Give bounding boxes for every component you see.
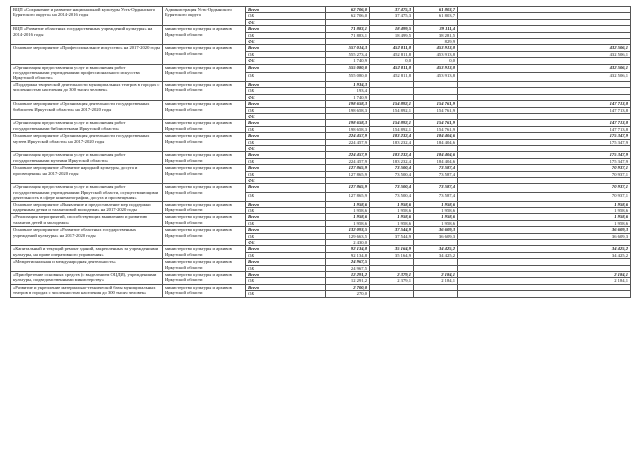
amount-cell: 61 803,7 <box>414 13 458 19</box>
amount-cell: 452 811,8 <box>370 51 414 57</box>
amount-cell: 70 937,1 <box>458 184 631 193</box>
amount-cell: 1 958,6 <box>370 208 414 214</box>
amount-cell: 1 958,6 <box>458 201 631 207</box>
amount-cell: 453 913,8 <box>414 45 458 51</box>
amount-cell: 224 457,9 <box>326 139 370 145</box>
amount-cell: 175 347,9 <box>458 152 631 158</box>
amount-cell: 175 347,9 <box>458 158 631 164</box>
funding-source: Всего <box>246 284 326 290</box>
amount-cell: 555 080,0 <box>326 73 370 82</box>
amount-cell: 193,4 <box>326 88 370 94</box>
amount-cell: 1 958,6 <box>370 201 414 207</box>
funding-source: ОБ <box>246 107 326 113</box>
executor-name: министерство культуры и архивов Иркутской области <box>163 214 246 227</box>
funding-source: Всего <box>246 246 326 252</box>
funding-source: ОБ <box>246 265 326 271</box>
activity-name: Основное мероприятие «Развитие областных государственных учреждений культуры» на 2017-2020 годы <box>11 227 163 246</box>
amount-cell: 1 740,9 <box>326 94 370 100</box>
amount-cell: 18 499,5 <box>370 26 414 32</box>
amount-cell: 175 347,9 <box>458 133 631 139</box>
activity-name: «Поддержка творческой деятельности муниципальных театров в городах с численностью населения до 300 тысяч человек» <box>11 81 163 100</box>
amount-cell: 432 506,1 <box>458 73 631 82</box>
executor-name: министерство культуры и архивов Иркутской области <box>163 259 246 272</box>
amount-cell: 154 892,1 <box>370 120 414 126</box>
amount-cell: 18 499,5 <box>370 32 414 38</box>
amount-cell: 2 184,1 <box>414 272 458 278</box>
amount-cell: 147 713,8 <box>458 101 631 107</box>
amount-cell: 154 761,9 <box>414 101 458 107</box>
amount-cell: 453 913,8 <box>414 73 458 82</box>
amount-cell: 154 761,9 <box>414 107 458 113</box>
amount-cell: 71 883,1 <box>326 26 370 32</box>
funding-source: Всего <box>246 227 326 233</box>
funding-source: ОБ <box>246 192 326 201</box>
budget-table-body <box>11 7 631 298</box>
amount-cell: 175 347,9 <box>458 139 631 145</box>
activity-name: «Развитие и укрепление материально-технической базы муниципальных театров в городах с численностью населения до 300 тысяч человек» <box>11 284 163 297</box>
funding-source: Всего <box>246 165 326 171</box>
amount-cell: 452 811,8 <box>370 64 414 73</box>
funding-source: ОБ <box>246 88 326 94</box>
amount-cell: 70 937,1 <box>458 192 631 201</box>
amount-cell: 1 958,6 <box>414 214 458 220</box>
funding-source: ОБ <box>246 73 326 82</box>
funding-source: Всего <box>246 101 326 107</box>
amount-cell: 127 865,9 <box>326 165 370 171</box>
amount-cell: 154 892,1 <box>370 101 414 107</box>
funding-source: Всего <box>246 272 326 278</box>
amount-cell: 1 958,6 <box>326 220 370 226</box>
amount-cell: 132 093,5 <box>326 227 370 233</box>
amount-cell: 2 430,0 <box>326 240 370 246</box>
funding-source: Всего <box>246 64 326 73</box>
activity-name: Основное мероприятие «Выявление и предоставление мер поддержки одаренным детям и талантливой молодежи» на 2017-2020 годы <box>11 201 163 214</box>
funding-source: ОБ <box>246 208 326 214</box>
amount-cell: 36 609,3 <box>458 233 631 239</box>
amount-cell: 224 457,9 <box>326 152 370 158</box>
funding-source: ОБ <box>246 278 326 284</box>
funding-source: Всего <box>246 214 326 220</box>
amount-cell: 452 811,8 <box>370 73 414 82</box>
amount-cell: 12 291,2 <box>326 278 370 284</box>
amount-cell: 183 232,4 <box>370 133 414 139</box>
executor-name: министерство культуры и архивов Иркутской области <box>163 184 246 201</box>
funding-source: ФБ <box>246 145 326 151</box>
amount-cell: 73 500,4 <box>370 184 414 193</box>
amount-cell: 92 134,8 <box>326 252 370 258</box>
executor-name: министерство культуры и архивов Иркутской области <box>163 272 246 285</box>
amount-cell: 154 892,1 <box>370 107 414 113</box>
amount-cell: 34 425,2 <box>458 246 631 252</box>
amount-cell: 147 713,8 <box>458 126 631 132</box>
amount-cell: 147 713,8 <box>458 107 631 113</box>
amount-cell: 73 587,4 <box>414 192 458 201</box>
funding-source: ФБ <box>246 19 326 25</box>
amount-cell: 198 658,3 <box>326 120 370 126</box>
amount-cell: 154 761,9 <box>414 126 458 132</box>
amount-cell: 829,9 <box>414 39 458 45</box>
executor-name: министерство культуры и архивов Иркутской области <box>163 246 246 259</box>
amount-cell: 12 291,2 <box>326 272 370 278</box>
amount-cell: 24 967,5 <box>326 259 370 265</box>
amount-cell: 2 700,0 <box>326 284 370 290</box>
amount-cell: 184 404,6 <box>414 139 458 145</box>
amount-cell: 1 958,6 <box>414 220 458 226</box>
amount-cell: 1 958,6 <box>370 214 414 220</box>
amount-cell: 1 958,6 <box>414 208 458 214</box>
funding-source: ОБ <box>246 32 326 38</box>
funding-source: Всего <box>246 7 326 13</box>
amount-cell: 183 232,4 <box>370 158 414 164</box>
amount-cell: 35 164,9 <box>370 246 414 252</box>
amount-cell: 38 281,5 <box>414 32 458 38</box>
amount-cell: 70 937,1 <box>458 171 631 177</box>
amount-cell <box>458 291 631 297</box>
activity-name: «Капитальный и текущий ремонт зданий, закрепленных за учреждениями культуры, на праве оперативного управления» <box>11 246 163 259</box>
amount-cell: 127 865,9 <box>326 192 370 201</box>
amount-cell: 34 425,2 <box>414 252 458 258</box>
budget-table <box>10 6 631 298</box>
amount-cell: 452 811,8 <box>370 45 414 51</box>
executor-name: министерство культуры и архивов Иркутской области <box>163 284 246 297</box>
amount-cell: 1 958,6 <box>326 201 370 207</box>
activity-name: «Реализация мероприятий, способствующих выявлению и развитию талантов детей и молодежи» <box>11 214 163 227</box>
amount-cell: 2 379,1 <box>370 278 414 284</box>
executor-name: министерство культуры и архивов Иркутской области <box>163 120 246 133</box>
funding-source: Всего <box>246 201 326 207</box>
amount-cell: 224 457,9 <box>326 158 370 164</box>
activity-name: «Организация предоставления услуг и выполнения работ государственными учреждениями профессионального искусства Иркутской области» <box>11 64 163 81</box>
amount-cell: 1 934,3 <box>326 81 370 87</box>
amount-cell: 61 803,7 <box>414 7 458 13</box>
amount-cell: 1 740,9 <box>326 58 370 64</box>
executor-name: министерство культуры и архивов Иркутской области <box>163 133 246 152</box>
amount-cell: 0,0 <box>414 58 458 64</box>
amount-cell: 154 761,9 <box>414 120 458 126</box>
executor-name: министерство культуры и архивов Иркутской области <box>163 227 246 246</box>
activity-name: «Приобретение основных средств (с выделением ОЦДИ), учреждениями культуры, подведомственными министерству» <box>11 272 163 285</box>
activity-name: Основное мероприятие «Организация деятельности государственных библиотек Иркутской области» на 2017-2020 годы <box>11 101 163 120</box>
amount-cell: 35 164,9 <box>370 252 414 258</box>
amount-cell: 2 379,1 <box>370 272 414 278</box>
funding-source: ФБ <box>246 39 326 45</box>
funding-source: Всего <box>246 45 326 51</box>
funding-source: ФБ <box>246 58 326 64</box>
amount-cell: 24 967,5 <box>326 265 370 271</box>
amount-cell: 453 913,8 <box>414 51 458 57</box>
amount-cell: 62 706,0 <box>326 13 370 19</box>
activity-name: «Организация предоставления услуг и выполнения работ государственными учреждениями Иркутской области, осуществляющими деятельность в сфере кинематографии, досуга и просвещения» <box>11 184 163 201</box>
amount-cell: 1 958,6 <box>414 201 458 207</box>
table-row <box>11 64 631 73</box>
amount-cell: 557 014,3 <box>326 45 370 51</box>
executor-name: министерство культуры и архивов Иркутской области <box>163 201 246 214</box>
amount-cell: 184 404,6 <box>414 152 458 158</box>
funding-source: ОБ <box>246 139 326 145</box>
amount-cell: 73 587,4 <box>414 171 458 177</box>
amount-cell: 37 544,9 <box>370 233 414 239</box>
amount-cell: 453 913,8 <box>414 64 458 73</box>
amount-cell: 1 958,6 <box>370 220 414 226</box>
amount-cell: 270,0 <box>326 291 370 297</box>
amount-cell: 2 184,1 <box>458 272 631 278</box>
funding-source: ФБ <box>246 240 326 246</box>
budget-document-page <box>10 6 630 446</box>
amount-cell: 73 500,4 <box>370 171 414 177</box>
amount-cell: 2 184,1 <box>414 278 458 284</box>
amount-cell: 62 706,0 <box>326 7 370 13</box>
activity-name: «Организация предоставления услуг и выполнения работ государственными библиотеками Иркутской области» <box>11 120 163 133</box>
amount-cell: 432 506,1 <box>458 45 631 51</box>
funding-source: Всего <box>246 120 326 126</box>
amount-cell: 2 184,1 <box>458 278 631 284</box>
activity-name: «Организация предоставления услуг и выполнения работ государственными музеями Иркутской области» <box>11 152 163 165</box>
amount-cell: 129 663,5 <box>326 233 370 239</box>
amount-cell: 555 080,0 <box>326 64 370 73</box>
funding-source: Всего <box>246 184 326 193</box>
funding-source: ОБ <box>246 220 326 226</box>
funding-source: ФБ <box>246 94 326 100</box>
amount-cell: 224 457,9 <box>326 133 370 139</box>
amount-cell: 37 544,9 <box>370 227 414 233</box>
amount-cell: 198 658,3 <box>326 126 370 132</box>
funding-source: ОБ <box>246 126 326 132</box>
funding-source: Всего <box>246 81 326 87</box>
funding-source: Всего <box>246 133 326 139</box>
activity-name: ВЦП «Сохранение и развитие национальной культуры Усть-Ордынского Бурятского округа» на 2014-2016 годы <box>11 7 163 26</box>
amount-cell: 184 404,6 <box>414 133 458 139</box>
funding-source: ОБ <box>246 252 326 258</box>
amount-cell: 127 865,9 <box>326 171 370 177</box>
amount-cell: 198 658,3 <box>326 107 370 113</box>
amount-cell: 34 425,2 <box>414 246 458 252</box>
amount-cell: 73 500,4 <box>370 192 414 201</box>
amount-cell: 73 587,4 <box>414 184 458 193</box>
funding-source: ОБ <box>246 291 326 297</box>
amount-cell: 184 404,6 <box>414 158 458 164</box>
amount-cell: 1 958,6 <box>458 214 631 220</box>
table-row <box>11 184 631 193</box>
executor-name: министерство культуры и архивов Иркутской области <box>163 45 246 64</box>
funding-source: ФБ <box>246 177 326 183</box>
executor-name: министерство культуры и архивов Иркутской области <box>163 64 246 81</box>
amount-cell: 37 475,3 <box>370 13 414 19</box>
amount-cell: 1 958,6 <box>458 220 631 226</box>
amount-cell: 92 134,8 <box>326 246 370 252</box>
funding-source: ОБ <box>246 51 326 57</box>
amount-cell: 36 609,3 <box>414 233 458 239</box>
funding-source: ОБ <box>246 158 326 164</box>
funding-source: ФБ <box>246 113 326 119</box>
amount-cell: 432 506,1 <box>458 64 631 73</box>
activity-name: Основное мероприятие «Профессиональное искусство» на 2017-2020 годы <box>11 45 163 64</box>
executor-name: министерство культуры и архивов Иркутской области <box>163 26 246 45</box>
amount-cell: 198 658,3 <box>326 101 370 107</box>
amount-cell: 34 425,2 <box>458 252 631 258</box>
amount-cell: 70 937,1 <box>458 165 631 171</box>
amount-cell: 71 883,1 <box>326 32 370 38</box>
activity-name: Основное мероприятие «Организация деятельности государственных музеев Иркутской области» на 2017-2020 годы <box>11 133 163 152</box>
amount-cell: 1 958,6 <box>458 208 631 214</box>
funding-source: ОБ <box>246 13 326 19</box>
amount-cell: 36 609,3 <box>458 227 631 233</box>
funding-source: ОБ <box>246 171 326 177</box>
amount-cell: 73 587,4 <box>414 165 458 171</box>
executor-name: министерство культуры и архивов Иркутской области <box>163 81 246 100</box>
amount-cell: 73 500,4 <box>370 165 414 171</box>
amount-cell: 183 232,4 <box>370 152 414 158</box>
amount-cell: 432 506,1 <box>458 51 631 57</box>
executor-name: министерство культуры и архивов Иркутской области <box>163 165 246 184</box>
executor-name: министерство культуры и архивов Иркутской области <box>163 101 246 120</box>
amount-cell: 183 232,4 <box>370 139 414 145</box>
amount-cell <box>414 291 458 297</box>
amount-cell: 555 273,4 <box>326 51 370 57</box>
amount-cell: 147 713,8 <box>458 120 631 126</box>
amount-cell: 127 865,9 <box>326 184 370 193</box>
activity-name: «Межрегиональная и международная деятельность» <box>11 259 163 272</box>
amount-cell: 37 475,3 <box>370 7 414 13</box>
executor-name: министерство культуры и архивов Иркутской области <box>163 152 246 165</box>
activity-name: Основное мероприятие «Развитие народной культуры, досуга и просвещения» на 2017-2020 годы <box>11 165 163 184</box>
funding-source: Всего <box>246 259 326 265</box>
amount-cell: 1 958,6 <box>326 214 370 220</box>
executor-name: Администрация Усть-Ордынского Бурятского округа <box>163 7 246 26</box>
amount-cell: 36 609,3 <box>414 227 458 233</box>
amount-cell <box>370 291 414 297</box>
funding-source: Всего <box>246 152 326 158</box>
funding-source: Всего <box>246 26 326 32</box>
amount-cell: 0,0 <box>370 58 414 64</box>
amount-cell: 1 958,6 <box>326 208 370 214</box>
amount-cell: 39 111,4 <box>414 26 458 32</box>
amount-cell: 154 892,1 <box>370 126 414 132</box>
funding-source: ОБ <box>246 233 326 239</box>
activity-name: ВЦП «Развитие областных государственных учреждений культуры» на 2014-2016 годы <box>11 26 163 45</box>
